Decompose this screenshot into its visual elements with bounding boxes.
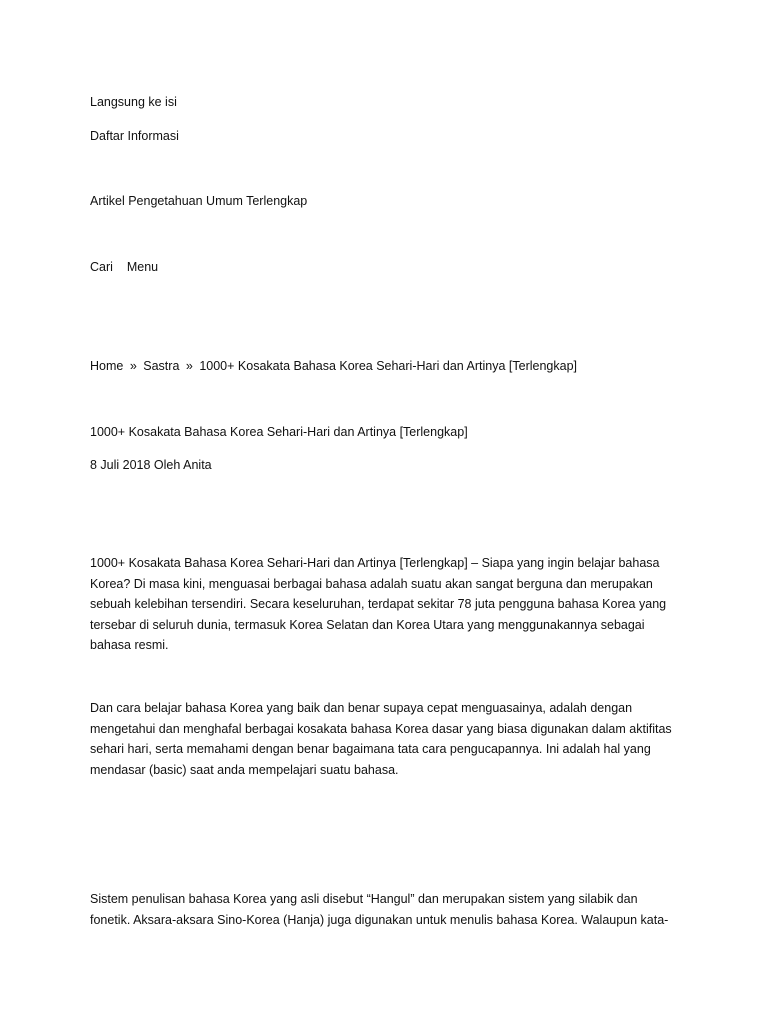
breadcrumb-current: 1000+ Kosakata Bahasa Korea Sehari-Hari dan Artinya [Terlengkap] xyxy=(199,359,577,373)
paragraph-line: bahasa resmi. xyxy=(90,638,169,652)
header-actions xyxy=(90,258,158,276)
paragraph-line: Korea? Di masa kini, menguasai berbagai bahasa adalah suatu akan sangat berguna dan merupakan xyxy=(90,576,653,591)
article-title: 1000+ Kosakata Bahasa Korea Sehari-Hari dan Artinya [Terlengkap] xyxy=(90,425,468,439)
skip-to-content-link[interactable]: Langsung ke isi xyxy=(90,95,177,109)
paragraph-line: tersebar di seluruh dunia, termasuk Korea Selatan dan Korea Utara yang menggunakannya sebagai xyxy=(90,617,645,632)
breadcrumb-category-link[interactable]: Sastra xyxy=(143,359,180,373)
paragraph-line: Sistem penulisan bahasa Korea yang asli disebut “Hangul” dan merupakan sistem yang silabik dan xyxy=(90,892,638,906)
article-paragraph-2 xyxy=(90,698,675,780)
paragraph-line: 1000+ Kosakata Bahasa Korea Sehari-Hari dan Artinya [Terlengkap] – Siapa yang ingin belajar bahasa xyxy=(90,556,660,570)
paragraph-line: mendasar (basic) saat anda mempelajari suatu bahasa. xyxy=(90,762,399,777)
paragraph-line: sehari hari, serta memahami dengan benar bagaimana tata cara pengucapannya. Ini adalah hal yang xyxy=(90,742,651,756)
paragraph-line: mengetahui dan menghafal berbagai kosakata bahasa Korea dasar yang biasa digunakan dalam aktifitas xyxy=(90,721,672,736)
site-tagline: Artikel Pengetahuan Umum Terlengkap xyxy=(90,194,308,208)
breadcrumb xyxy=(90,357,577,375)
search-button[interactable]: Cari xyxy=(90,260,113,274)
paragraph-line: Dan cara belajar bahasa Korea yang baik dan benar supaya cepat menguasainya, adalah dengan xyxy=(90,701,633,715)
breadcrumb-separator: » xyxy=(129,359,137,373)
article-paragraph-1 xyxy=(90,553,675,656)
breadcrumb-separator: » xyxy=(185,359,193,373)
paragraph-line: fonetik. Aksara-aksara Sino-Korea (Hanja) juga digunakan untuk menulis bahasa Korea. Walaupun kata- xyxy=(90,912,669,927)
site-title-link[interactable]: Daftar Informasi xyxy=(90,129,179,143)
article-paragraph-3 xyxy=(90,889,675,930)
menu-button[interactable]: Menu xyxy=(126,260,159,274)
breadcrumb-home-link[interactable]: Home xyxy=(90,359,124,373)
article-meta: 8 Juli 2018 Oleh Anita xyxy=(90,458,212,472)
paragraph-line: sebuah kelebihan tersendiri. Secara keseluruhan, terdapat sekitar 78 juta pengguna bahasa Korea yang xyxy=(90,597,667,611)
